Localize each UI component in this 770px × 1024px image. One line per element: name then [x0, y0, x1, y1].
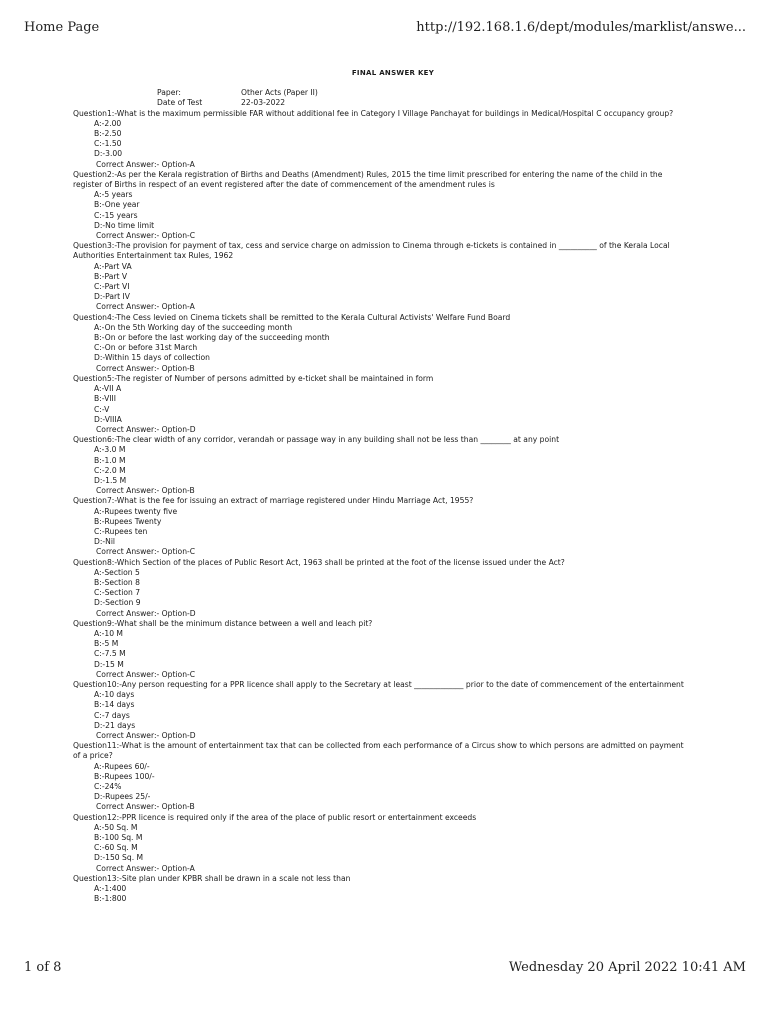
question-block	[73, 313, 693, 374]
answer-option: D:-1.5 M	[94, 475, 127, 485]
question-text: Question9:-What shall be the minimum distance between a well and leach pit?	[73, 618, 373, 628]
answer-option: C:-24%	[94, 782, 122, 792]
question-block	[73, 680, 693, 741]
paper-label: Paper:	[157, 88, 181, 98]
correct-answer: Correct Answer:- Option-B	[96, 486, 195, 496]
question-text: Question2:-As per the Kerala registration of Births and Deaths (Amendment) Rules, 2015 the time limit prescribed for entering the name of the child in the register of Births in respect of an event registered after the date of commencement of the amendment rules is	[73, 169, 663, 190]
answer-option: D:-3.00	[94, 149, 123, 159]
answer-option: C:-Section 7	[94, 588, 141, 598]
question-text: Question1:-What is the maximum permissible FAR without additional fee in Category I Village Panchayat for buildings in Medical/Hospital C occupancy group?	[73, 108, 674, 118]
browser-header-title: Home Page	[24, 20, 100, 35]
page-counter: 1 of 8	[24, 960, 62, 975]
question-text: Question10:-Any person requesting for a PPR licence shall apply to the Secretary at least _____________ prior to the date of commencement of the entertainment	[73, 679, 684, 689]
answer-option: B:-14 days	[94, 700, 135, 710]
question-block	[73, 874, 693, 905]
answer-option: A:-VII A	[94, 384, 122, 394]
answer-option: B:-Rupees 100/-	[94, 771, 155, 781]
answer-option: B:-2.50	[94, 129, 122, 139]
answer-option: D:-Nil	[94, 537, 116, 547]
date-label: Date of Test	[157, 98, 203, 108]
question-text: Question11:-What is the amount of entertainment tax that can be collected from each performance of a Circus show to which persons are admitted on payment of a price?	[73, 741, 684, 761]
answer-option: D:-15 M	[94, 659, 124, 669]
answer-option: B:-Rupees Twenty	[94, 516, 162, 526]
answer-option: C:-7 days	[94, 710, 130, 720]
answer-option: D:-Within 15 days of collection	[94, 353, 210, 363]
question-block	[73, 170, 693, 241]
answer-option: A:-3.0 M	[94, 445, 126, 455]
question-block	[73, 374, 693, 435]
question-text: Question4:-The Cess levied on Cinema tickets shall be remitted to the Kerala Cultural Activists' Welfare Fund Board	[73, 312, 511, 322]
question-text: Question5:-The register of Number of persons admitted by e-ticket shall be maintained in form	[73, 373, 434, 383]
answer-option: C:-V	[94, 404, 110, 414]
answer-option: D:-VIIIA	[94, 414, 122, 424]
answer-option: A:-10 M	[94, 628, 123, 638]
answer-option: B:-5 M	[94, 639, 119, 649]
answer-option: B:-On or before the last working day of the succeeding month	[94, 333, 330, 343]
question-block	[73, 109, 693, 170]
answer-option: A:-Section 5	[94, 567, 140, 577]
answer-option: A:-2.00	[94, 118, 122, 128]
question-block	[73, 619, 693, 680]
answer-option: C:-60 Sq. M	[94, 843, 138, 853]
answer-option: A:-5 years	[94, 190, 133, 200]
question-block	[73, 496, 693, 557]
correct-answer: Correct Answer:- Option-B	[96, 363, 195, 373]
answer-option: C:-Part VI	[94, 282, 130, 292]
test-meta	[157, 88, 693, 108]
answer-option: A:-Rupees twenty five	[94, 506, 178, 516]
question-block	[73, 435, 693, 496]
answer-option: A:-Rupees 60/-	[94, 761, 150, 771]
answer-option: C:-7.5 M	[94, 649, 126, 659]
answer-option: B:-1:800	[94, 894, 127, 904]
correct-answer: Correct Answer:- Option-D	[96, 608, 196, 618]
date-value: 22-03-2022	[241, 98, 286, 108]
answer-option: B:-Section 8	[94, 577, 140, 587]
correct-answer: Correct Answer:- Option-C	[96, 669, 196, 679]
answer-option: B:-100 Sq. M	[94, 833, 143, 843]
correct-answer: Correct Answer:- Option-C	[96, 231, 196, 241]
answer-option: D:-Rupees 25/-	[94, 792, 151, 802]
correct-answer: Correct Answer:- Option-D	[96, 731, 196, 740]
question-list	[73, 109, 693, 905]
question-block	[73, 813, 693, 874]
answer-option: A:-Part VA	[94, 261, 132, 271]
print-timestamp: Wednesday 20 April 2022 10:41 AM	[508, 960, 746, 975]
answer-option: C:-1.50	[94, 139, 122, 149]
answer-option: B:-Part V	[94, 271, 128, 281]
correct-answer: Correct Answer:- Option-A	[96, 863, 195, 873]
question-text: Question12:-PPR licence is required only if the area of the place of public resort or entertainment exceeds	[73, 812, 477, 822]
answer-option: D:-Part IV	[94, 292, 130, 302]
paper-row	[157, 88, 693, 98]
document-title: FINAL ANSWER KEY	[351, 69, 435, 77]
date-row	[157, 98, 693, 108]
correct-answer: Correct Answer:- Option-D	[96, 424, 196, 434]
answer-option: A:-On the 5th Working day of the succeeding month	[94, 322, 293, 332]
question-text: Question8:-Which Section of the places of Public Resort Act, 1963 shall be printed at the foot of the license issued under the Act?	[73, 557, 565, 567]
answer-option: A:-1:400	[94, 884, 127, 894]
browser-header-url: http://192.168.1.6/dept/modules/marklist/answe...	[416, 20, 746, 35]
answer-option: A:-50 Sq. M	[94, 822, 138, 832]
paper-value: Other Acts (Paper II)	[241, 88, 318, 98]
question-block	[73, 741, 693, 812]
answer-option: B:-VIII	[94, 394, 116, 404]
question-text: Question7:-What is the fee for issuing an extract of marriage registered under Hindu Marriage Act, 1955?	[73, 496, 474, 506]
question-block	[73, 241, 693, 312]
answer-option: C:-15 years	[94, 210, 138, 220]
correct-answer: Correct Answer:- Option-B	[96, 802, 195, 812]
answer-option: B:-One year	[94, 200, 140, 210]
answer-option: D:-150 Sq. M	[94, 853, 144, 863]
question-block	[73, 558, 693, 619]
question-text: Question13:-Site plan under KPBR shall be drawn in a scale not less than	[73, 873, 351, 883]
answer-option: B:-1.0 M	[94, 455, 126, 465]
question-text: Question3:-The provision for payment of tax, cess and service charge on admission to Cinema through e-tickets is contained in __________ of the Kerala Local Authorities Entertainment tax Rules, 1962	[73, 241, 670, 261]
correct-answer: Correct Answer:- Option-C	[96, 547, 196, 557]
answer-option: C:-2.0 M	[94, 465, 126, 475]
answer-key-document	[73, 68, 693, 904]
correct-answer: Correct Answer:- Option-A	[96, 159, 195, 169]
answer-option: C:-Rupees ten	[94, 526, 148, 536]
answer-option: C:-On or before 31st March	[94, 343, 198, 353]
answer-option: A:-10 days	[94, 690, 135, 700]
question-text: Question6:-The clear width of any corridor, verandah or passage way in any building shall not be less than ________ at any point	[73, 435, 560, 445]
answer-option: D:-21 days	[94, 720, 136, 730]
correct-answer: Correct Answer:- Option-A	[96, 302, 195, 312]
answer-option: D:-Section 9	[94, 598, 141, 608]
answer-option: D:-No time limit	[94, 220, 155, 230]
